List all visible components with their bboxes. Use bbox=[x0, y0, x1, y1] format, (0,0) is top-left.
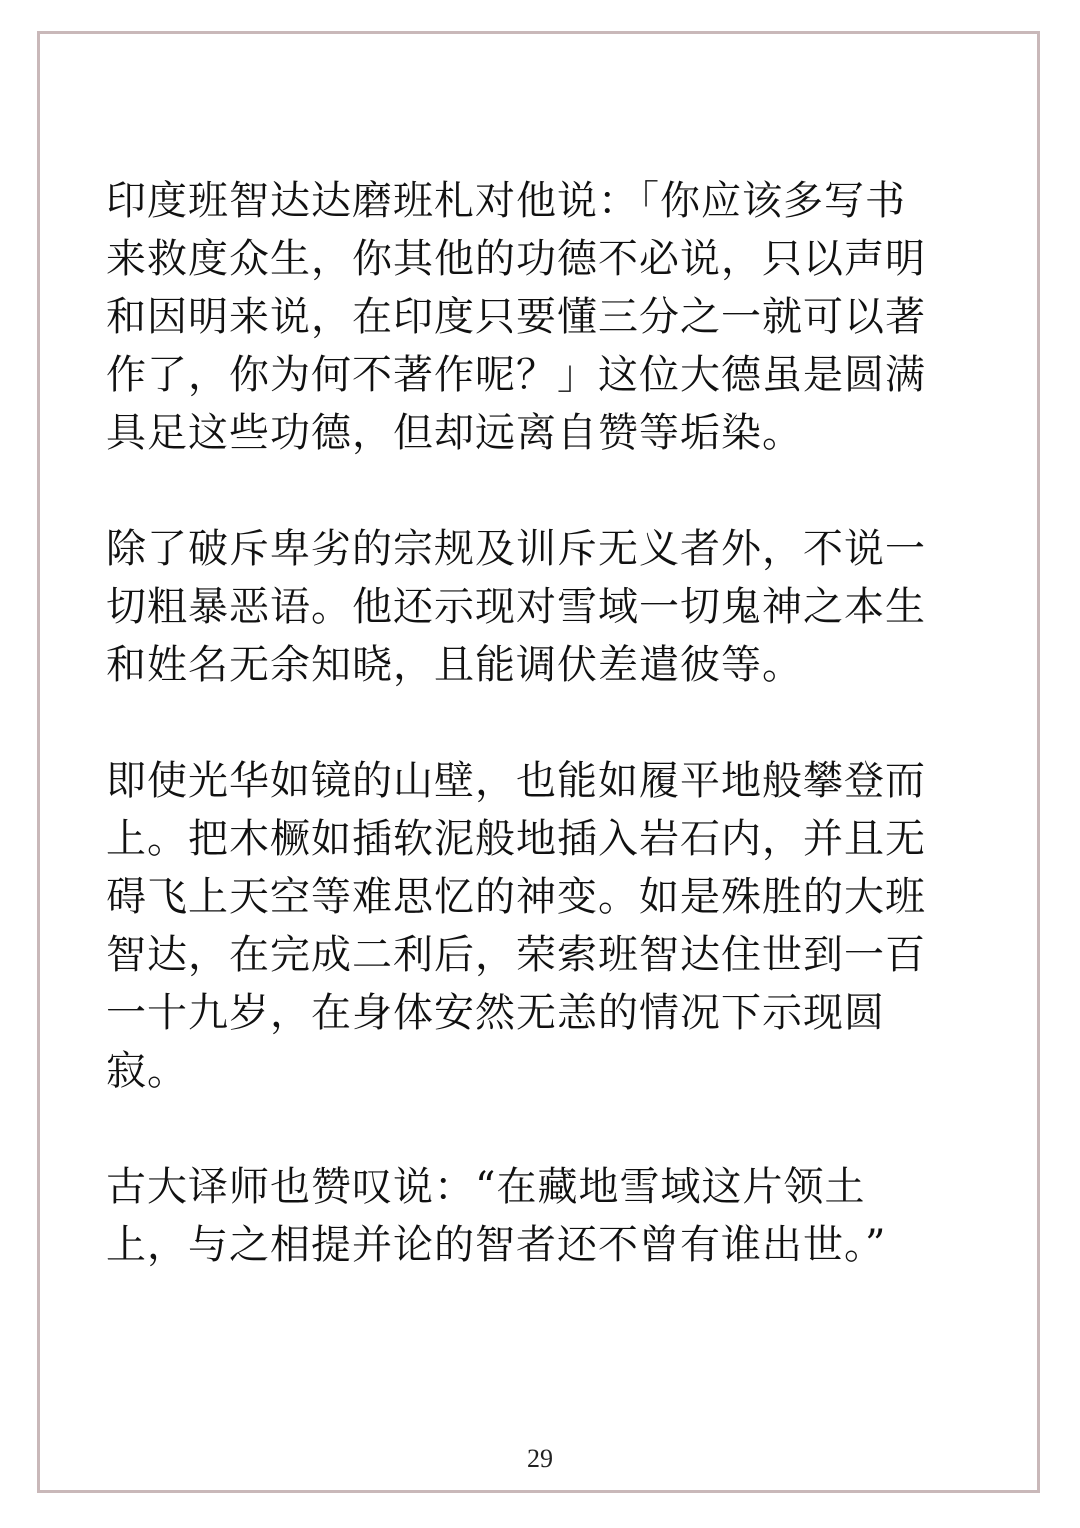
text-line: 古大译师也赞叹说：“在藏地雪域这片领土 bbox=[106, 1164, 866, 1210]
text-line: 碍飞上天空等难思忆的神变。如是殊胜的大班 bbox=[106, 874, 926, 920]
text-line: 和因明来说，在印度只要懂三分之一就可以著 bbox=[106, 294, 926, 340]
text-line: 切粗暴恶语。他还示现对雪域一切鬼神之本生 bbox=[106, 584, 926, 630]
text-line: 一十九岁，在身体安然无恙的情况下示现圆 bbox=[106, 990, 885, 1036]
page-number: 29 bbox=[527, 1444, 553, 1473]
paragraph-spacer bbox=[106, 694, 976, 752]
text-line: 上。把木橛如插软泥般地插入岩石内，并且无 bbox=[106, 816, 926, 862]
text-line: 除了破斥卑劣的宗规及训斥无义者外，不说一 bbox=[106, 526, 926, 572]
text-line: 具足这些功德，但却远离自赞等垢染。 bbox=[106, 410, 803, 456]
paragraph-spacer bbox=[106, 462, 976, 520]
paragraph-spacer bbox=[106, 1100, 976, 1158]
text-line: 上，与之相提并论的智者还不曾有谁出世。” bbox=[106, 1222, 887, 1268]
paragraph-2 bbox=[106, 520, 976, 694]
paragraph-1 bbox=[106, 172, 976, 462]
text-line: 即使光华如镜的山壁，也能如履平地般攀登而 bbox=[106, 758, 926, 804]
page-body-text bbox=[106, 172, 976, 1274]
text-line: 寂。 bbox=[106, 1048, 188, 1094]
paragraph-3 bbox=[106, 752, 976, 1100]
paragraph-4 bbox=[106, 1158, 976, 1274]
text-line: 和姓名无余知晓，且能调伏差遣彼等。 bbox=[106, 642, 803, 688]
text-line: 作了，你为何不著作呢？」这位大德虽是圆满 bbox=[106, 352, 926, 398]
text-line: 智达，在完成二利后，荣索班智达住世到一百 bbox=[106, 932, 926, 978]
text-line: 来救度众生，你其他的功德不必说，只以声明 bbox=[106, 236, 926, 282]
text-line: 印度班智达达磨班札对他说：「你应该多写书 bbox=[106, 178, 906, 224]
